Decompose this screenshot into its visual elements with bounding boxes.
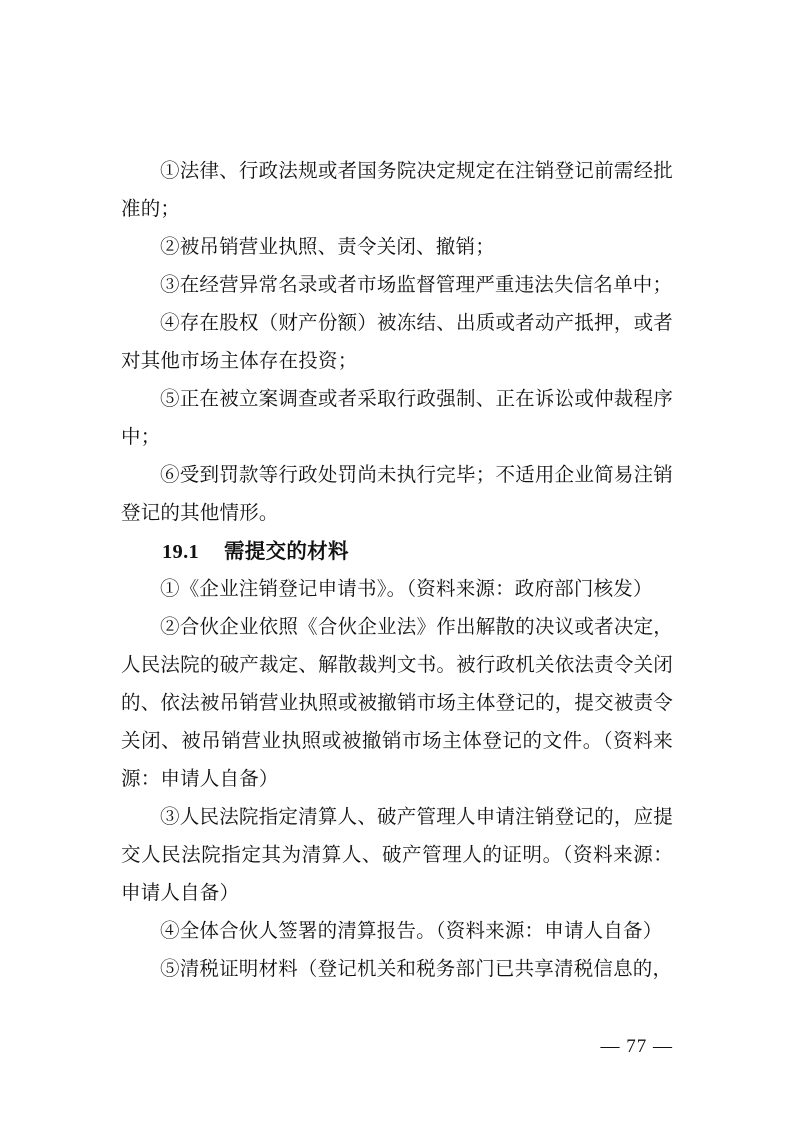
material-item: ③人民法院指定清算人、破产管理人申请注销登记的，应提交人民法院指定其为清算人、破产管理人的证明。（资料来源：申请人自备）	[121, 807, 673, 904]
material-item: ⑤清税证明材料（登记机关和税务部门已共享清税信息的，	[160, 959, 673, 980]
clause-item: ⑤正在被立案调查或者采取行政强制、正在诉讼或仲裁程序中；	[121, 389, 673, 448]
clause-item: ⑥受到罚款等行政处罚尚未执行完毕；不适用企业简易注销登记的其他情形。	[121, 465, 673, 524]
section-number: 19.1	[162, 541, 200, 563]
section-title: 需提交的材料	[223, 541, 349, 563]
page-content	[121, 153, 673, 989]
clause-item: ④存在股权（财产份额）被冻结、出质或者动产抵押，或者对其他市场主体存在投资；	[121, 313, 673, 372]
clause-item: ①法律、行政法规或者国务院决定规定在注销登记前需经批准的；	[121, 161, 673, 220]
clause-item: ②被吊销营业执照、责令关闭、撤销；	[160, 237, 495, 258]
section-heading	[121, 533, 673, 571]
material-item: ①《企业注销登记申请书》。（资料来源：政府部门核发）	[160, 579, 653, 600]
clause-item: ③在经营异常名录或者市场监督管理严重违法失信名单中；	[160, 275, 673, 296]
material-item: ②合伙企业依照《合伙企业法》作出解散的决议或者决定，人民法院的破产裁定、解散裁判文书。被行政机关依法责令关闭的、依法被吊销营业执照或被撤销市场主体登记的，提交被责令关闭、被吊销营业执照或被撤销市场主体登记的文件。（资料来源：申请人自备）	[121, 617, 673, 790]
material-item: ④全体合伙人签署的清算报告。（资料来源：申请人自备）	[160, 921, 663, 942]
page-number: — 77 —	[600, 1036, 673, 1057]
